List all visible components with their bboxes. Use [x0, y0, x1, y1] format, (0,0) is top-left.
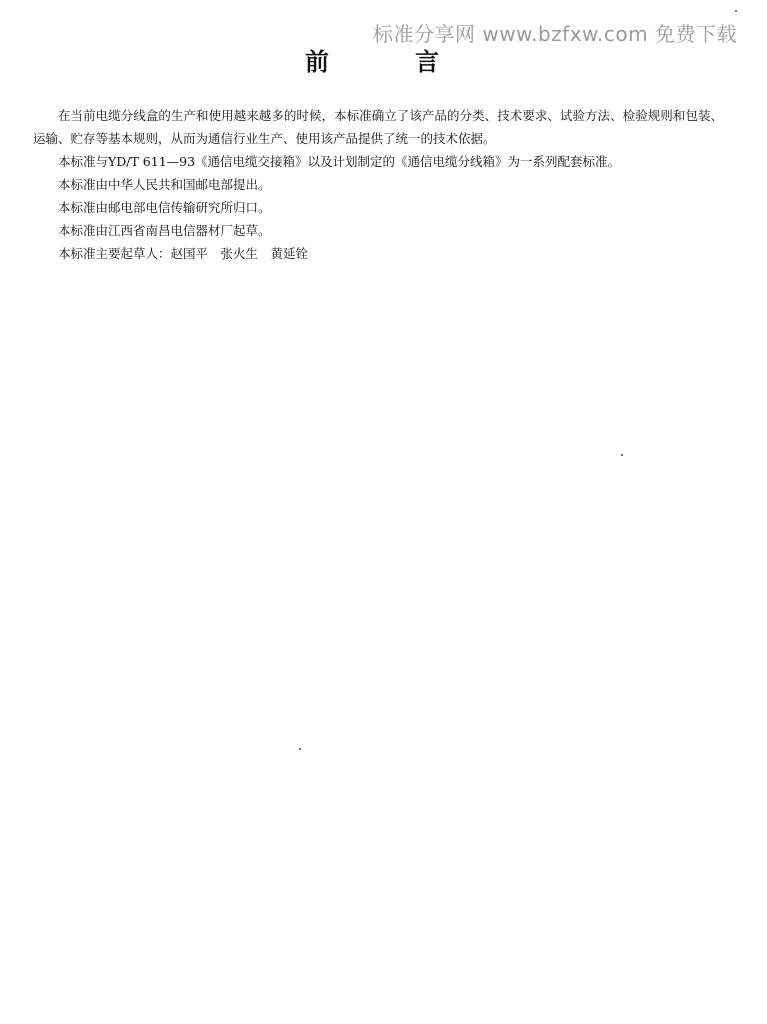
- scan-speck: [621, 454, 623, 456]
- scan-speck: [299, 748, 301, 750]
- preface-body: [33, 104, 723, 265]
- title-char-1: 前: [305, 47, 329, 76]
- paragraph-drafter: 本标准由江西省南昌电信器材厂起草。: [58, 223, 271, 238]
- paragraph-related-standards: 本标准与YD/T 611—93《通信电缆交接箱》以及计划制定的《通信电缆分线箱》为一系列配套标准。: [58, 154, 621, 169]
- scan-speck: [735, 10, 737, 12]
- watermark: 标准分享网 www.bzfxw.com 免费下载: [373, 22, 737, 46]
- title-char-2: 言: [415, 47, 439, 76]
- paragraph-scope: 在当前电缆分线盒的生产和使用越来越多的时候，本标准确立了该产品的分类、技术要求、试验方法、检验规则和包装、运输、贮存等基本规则，从而为通信行业生产、使用该产品提供了统一的技术依据。: [33, 108, 723, 146]
- paragraph-authors: 本标准主要起草人：赵国平 张火生 黄延铨: [58, 246, 309, 261]
- paragraph-proposer: 本标准由中华人民共和国邮电部提出。: [58, 177, 271, 192]
- paragraph-administrator: 本标准由邮电部电信传输研究所归口。: [58, 200, 271, 215]
